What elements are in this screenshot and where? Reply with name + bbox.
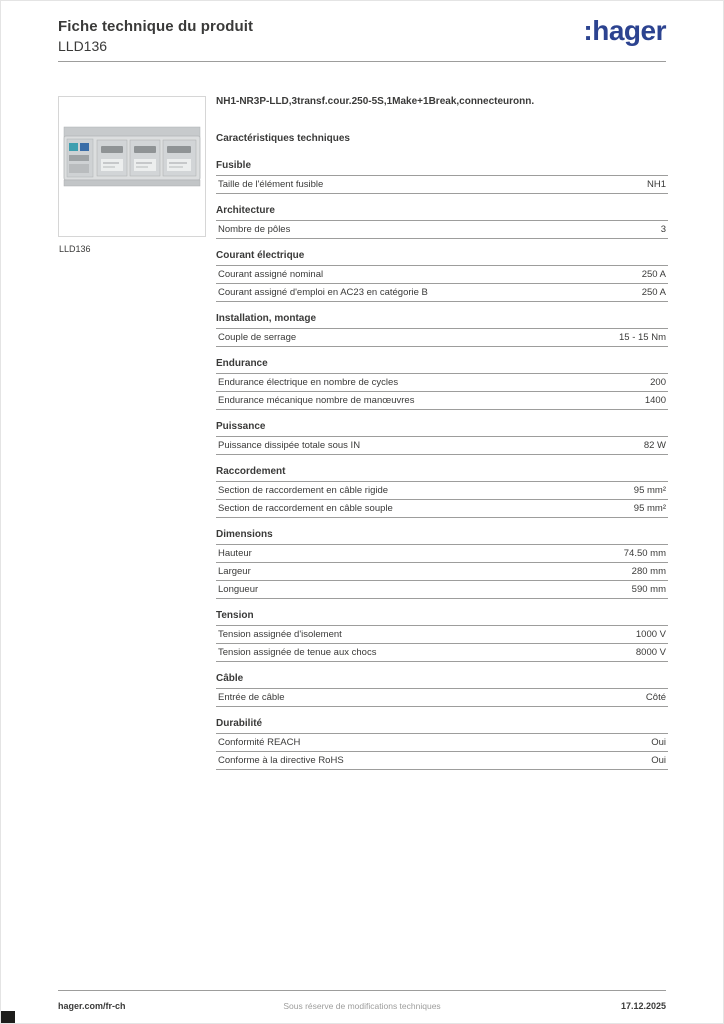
spec-value: 280 mm [631,566,666,577]
spec-label: Conforme à la directive RoHS [218,755,344,766]
spec-group-puissance [216,421,668,455]
spec-value: 15 - 15 Nm [619,332,666,343]
spec-value: Côté [645,692,666,703]
spec-label: Largeur [218,566,251,577]
spec-row [216,328,668,347]
spec-column [216,96,668,781]
spec-value: Oui [651,755,666,766]
spec-value: 95 mm² [633,503,666,514]
spec-label: Endurance électrique en nombre de cycles [218,377,399,388]
spec-label: Entrée de câble [218,692,285,703]
spec-row [216,220,668,239]
spec-group-title: Courant électrique [216,250,305,261]
spec-value: 82 W [643,440,666,451]
footer-divider [58,990,666,991]
spec-group-durabilite [216,718,668,770]
spec-label: Nombre de pôles [218,224,291,235]
spec-group-dimensions [216,529,668,599]
spec-group-title: Puissance [216,421,266,432]
spec-row [216,733,668,752]
spec-value: 3 [660,224,666,235]
footer [58,997,666,1011]
spec-group-title: Installation, montage [216,313,317,324]
product-image [59,97,205,236]
spec-group-title: Raccordement [216,466,286,477]
spec-value: 95 mm² [633,485,666,496]
spec-value: Oui [651,737,666,748]
spec-group-title: Fusible [216,160,252,171]
spec-label: Tension assignée de tenue aux chocs [218,647,377,658]
spec-row [216,284,668,302]
spec-group-cable [216,673,668,707]
spec-label: Longueur [218,584,259,595]
spec-row [216,625,668,644]
spec-label: Taille de l'élément fusible [218,179,324,190]
spec-group-title: Dimensions [216,529,273,540]
spec-value: 8000 V [635,647,666,658]
spec-group-installation-montage [216,313,668,347]
spec-label: Endurance mécanique nombre de manœuvres [218,395,415,406]
product-name: NH1-NR3P-LLD,3transf.cour.250-5S,1Make+1Break,connecteuronn. [216,96,535,107]
header [58,18,666,54]
spec-group-courant-electrique [216,250,668,302]
spec-group-title: Architecture [216,205,275,216]
section-title: Caractéristiques techniques [216,133,350,144]
spec-group-architecture [216,205,668,239]
spec-row [216,581,668,599]
spec-label: Section de raccordement en câble souple [218,503,393,514]
spec-group-endurance [216,358,668,410]
page-corner-mark [1,1011,15,1023]
spec-row [216,175,668,194]
product-image-frame [58,96,206,237]
spec-row [216,752,668,770]
spec-value: 590 mm [631,584,666,595]
spec-row [216,644,668,662]
footer-disclaimer: Sous réserve de modifications techniques [283,1001,441,1011]
spec-group-title: Durabilité [216,718,263,729]
spec-label: Courant assigné d'emploi en AC23 en catégorie B [218,287,428,298]
product-reference: LLD136 [58,38,108,54]
spec-label: Hauteur [218,548,252,559]
spec-row [216,265,668,284]
spec-value: 250 A [641,269,666,280]
spec-group-title: Endurance [216,358,268,369]
spec-value: 250 A [641,287,666,298]
spec-label: Section de raccordement en câble rigide [218,485,389,496]
spec-row [216,563,668,581]
spec-row [216,481,668,500]
spec-group-raccordement [216,466,668,518]
hager-logo: :hager [583,15,666,46]
spec-label: Tension assignée d'isolement [218,629,342,640]
spec-groups [216,160,668,770]
page-title: Fiche technique du produit [58,18,254,35]
spec-value: 1000 V [635,629,666,640]
product-image-caption: LLD136 [59,244,91,254]
spec-value: 200 [650,377,666,388]
spec-label: Conformité REACH [218,737,301,748]
spec-group-tension [216,610,668,662]
header-divider [58,61,666,62]
spec-label: Couple de serrage [218,332,297,343]
spec-value: 74.50 mm [623,548,666,559]
spec-group-title: Tension [216,610,254,621]
footer-date: 17.12.2025 [620,1001,666,1011]
spec-row [216,544,668,563]
spec-row [216,688,668,707]
spec-label: Courant assigné nominal [218,269,324,280]
spec-label: Puissance dissipée totale sous IN [218,440,361,451]
spec-row [216,373,668,392]
spec-group-fusible [216,160,668,194]
spec-row [216,392,668,410]
spec-row [216,500,668,518]
spec-value: NH1 [646,179,666,190]
spec-row [216,436,668,455]
spec-value: 1400 [644,395,666,406]
spec-group-title: Câble [216,673,244,684]
footer-website-link[interactable]: hager.com/fr-ch [58,1001,126,1011]
